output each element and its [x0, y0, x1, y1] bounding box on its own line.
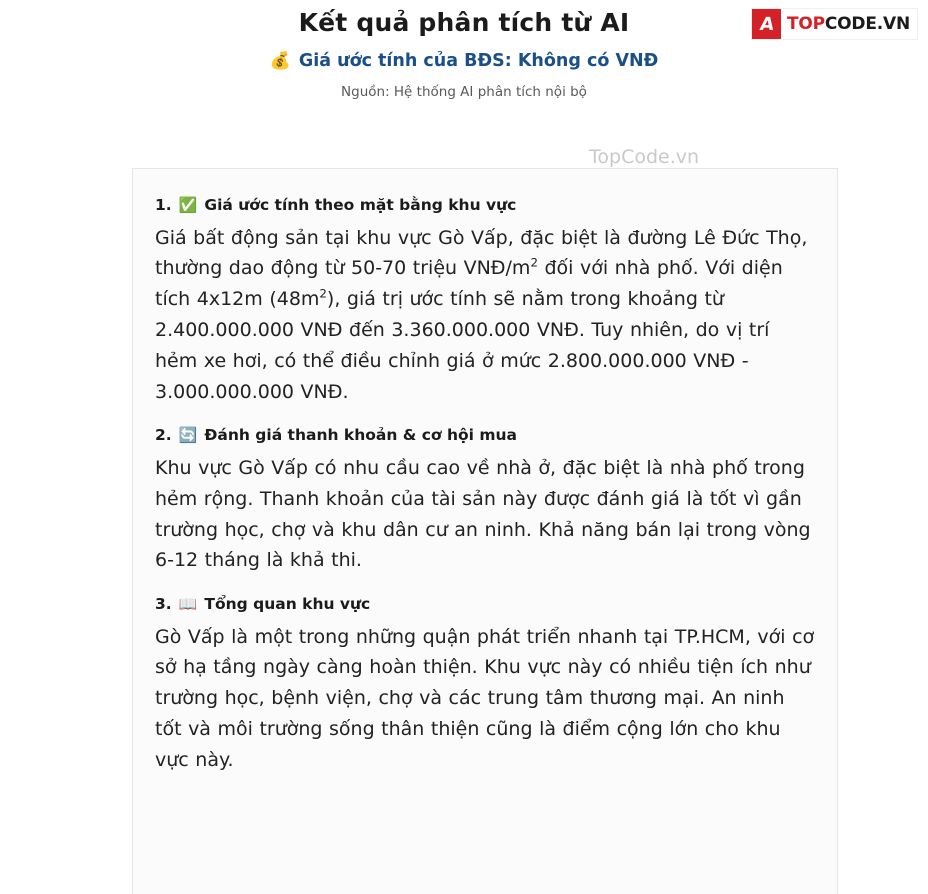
section-heading [155, 425, 815, 447]
estimated-price-text: Giá ước tính của BĐS: Không có VNĐ [298, 51, 659, 72]
section-body-part: Giá bất động sản tại khu vực Gò Vấp, đặc biệt là đường Lê Đức Thọ, thường dao động từ 50-70 triệu VNĐ/m [155, 226, 808, 280]
section-number: 1. [155, 196, 172, 214]
section-body-part: ), giá trị ước tính sẽ nằm trong khoảng từ 2.400.000.000 VNĐ đến 3.360.000.000 VNĐ. Tuy nhiên, do vị trí hẻm xe hơi, có thể điều chỉnh giá ở mức 2.800.000.000 VNĐ - 3.000.000.000 VNĐ. [155, 288, 770, 403]
logo-text-top: TOP [786, 14, 825, 34]
section-body-superscript: 2 [319, 286, 327, 301]
section-title: Đánh giá thanh khoản & cơ hội mua [204, 426, 517, 445]
section-heading [155, 594, 815, 616]
analysis-section [133, 195, 837, 407]
page-title: Kết quả phân tích từ AI [298, 8, 630, 37]
white-check-mark-icon: ✅ [178, 196, 198, 214]
logo-text-rest: CODE.VN [824, 14, 910, 34]
analysis-section [133, 594, 837, 776]
counterclockwise-arrows-icon: 🔄 [178, 426, 198, 445]
section-body [155, 223, 815, 408]
open-book-icon: 📖 [178, 595, 198, 614]
logo-mark-icon [752, 9, 781, 39]
logo-mark-letter: A [758, 13, 775, 35]
logo-text [781, 9, 917, 39]
section-title: Giá ước tính theo mặt bằng khu vực [204, 196, 517, 214]
topcode-logo[interactable] [751, 8, 918, 40]
section-number: 3. [155, 595, 172, 614]
section-body: Gò Vấp là một trong những quận phát triển nhanh tại TP.HCM, với cơ sở hạ tầng ngày càng hoàn thiện. Khu vực này có nhiều tiện ích như trường học, bệnh viện, chợ và các trung tâm thương mại. An ninh tốt và môi trường sống thân thiện cũng là điểm cộng lớn cho khu vực này. [155, 625, 815, 771]
money-bag-icon: 💰 [269, 51, 291, 72]
section-body-part: đối với nhà phố. Với diện tích 4x12m (48m [155, 257, 783, 311]
analysis-result-card [132, 168, 838, 894]
section-heading [155, 195, 815, 217]
section-body-superscript: 2 [530, 256, 538, 271]
section-body: Khu vực Gò Vấp có nhu cầu cao về nhà ở, đặc biệt là nhà phố trong hẻm rộng. Thanh khoản của tài sản này được đánh giá là tốt vì gần trường học, chợ và khu dân cư an ninh. Khả năng bán lại trong vòng 6-12 tháng là khả thi. [155, 456, 811, 572]
watermark-top: TopCode.vn [589, 146, 700, 168]
analysis-section [133, 425, 837, 576]
estimated-price-line [0, 50, 928, 73]
source-note: Nguồn: Hệ thống AI phân tích nội bộ [341, 84, 587, 100]
section-title: Tổng quan khu vực [204, 595, 371, 614]
section-number: 2. [155, 426, 172, 445]
